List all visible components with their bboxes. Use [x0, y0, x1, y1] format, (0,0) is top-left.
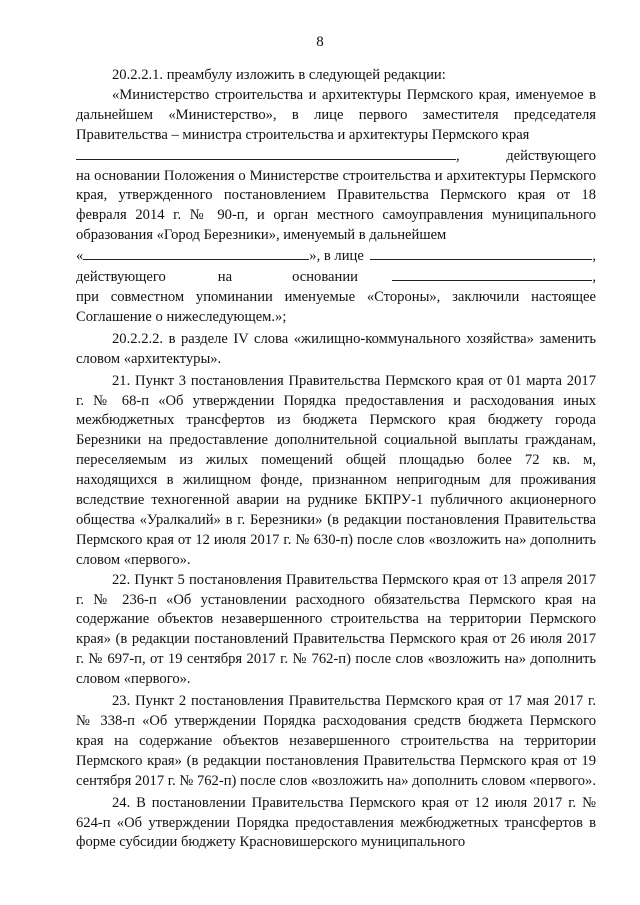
paragraph-21: 21. Пункт 3 постановления Правительства Пермского края от 01 марта 2017 г. № 68-п «Об утверждении Порядка предоставления и расходования иных межбюджетных трансфертов из бюджета Пермского края бюджету города Березники на предоставление дополнительной социальной выплаты гражданам, переселяемым из жилых помещений общей площадью более 72 кв. м, находящихся в жилищном фонде, признанном непригодным для проживания вследствие техногенной аварии на руднике БКПРУ-1 публичного акционерного общества «Уралкалий» в г. Березники» (в редакции постановления Правительства Пермского края от 12 июля 2017 г. № 630-п) после слов «возложить на» дополнить словом «первого». [76, 372, 596, 568]
blank-field-person [370, 246, 593, 260]
paragraph-23: 23. Пункт 2 постановления Правительства Пермского края от 17 мая 2017 г. № 338-п «Об утверждении Порядка расходования средств бюджета Пермского края на содержание объектов незавершенного строительства на территории Пермского края» (в редакции постановления Правительства Пермского края от 19 сентября 2017 г. № 762-п) после слов «возложить на» дополнить словом «первого». [76, 693, 596, 789]
quote-open: « [76, 248, 84, 265]
acting-word: действующего [506, 147, 596, 164]
blank-field-basis [392, 267, 592, 281]
blank-line-row-2: « », в лице , [76, 246, 596, 267]
paragraph-preamble-middle: на основании Положения о Министерстве строительства и архитектуры Пермского края, утвержденного постановлением Правительства Пермского края от 18 февраля 2014 г. № 90-п, и орган местного самоуправления муниципального образования «Город Березники», именуемый в дальнейшем [76, 167, 596, 244]
paragraph-section-iv: 20.2.2.2. в разделе IV слова «жилищно-коммунального хозяйства» заменить словом «архитектуры». [76, 330, 596, 367]
paragraph-22: 22. Пункт 5 постановления Правительства Пермского края от 13 апреля 2017 г. № 236-п «Об установлении расходного обязательства Пермского края на содержание объектов незавершенного строительства на территории Пермского края» (в редакции постановлений Правительства Пермского края от 26 июля 2017 г. № 697-п, от 19 сентября 2017 г. № 762-п) после слов «возложить на» дополнить словом «первого». [76, 571, 596, 688]
document-body [76, 66, 596, 853]
page-number: 8 [316, 34, 324, 50]
blank-line-row-1: , действующего [76, 146, 596, 167]
acting-word-2: на [217, 269, 233, 286]
acting-word-3: основании [292, 269, 358, 286]
paragraph-24: 24. В постановлении Правительства Пермского края от 12 июля 2017 г. № 624-п «Об утверждении Порядка предоставления межбюджетных трансфертов в форме субсидии бюджету Красновишерского муниципального [76, 794, 596, 851]
blank-line-row-3: действующего на основании , [76, 267, 596, 288]
paragraph-preamble-end: при совместном упоминании именуемые «Стороны», заключили настоящее Соглашение о нижеследующем.»; [76, 288, 596, 325]
paragraph-preamble-heading: 20.2.2.1. преамбулу изложить в следующей редакции: [112, 67, 446, 83]
quote-close: », в лице [309, 248, 364, 265]
paragraph-preamble-text: «Министерство строительства и архитектуры Пермского края, именуемое в дальнейшем «Министерство», в лице первого заместителя председателя Правительства – министра строительства и архитектуры Пермского края [76, 86, 596, 143]
acting-word-1: действующего [76, 269, 166, 286]
blank-field-name [83, 246, 309, 260]
blank-field-official-1 [76, 146, 456, 160]
